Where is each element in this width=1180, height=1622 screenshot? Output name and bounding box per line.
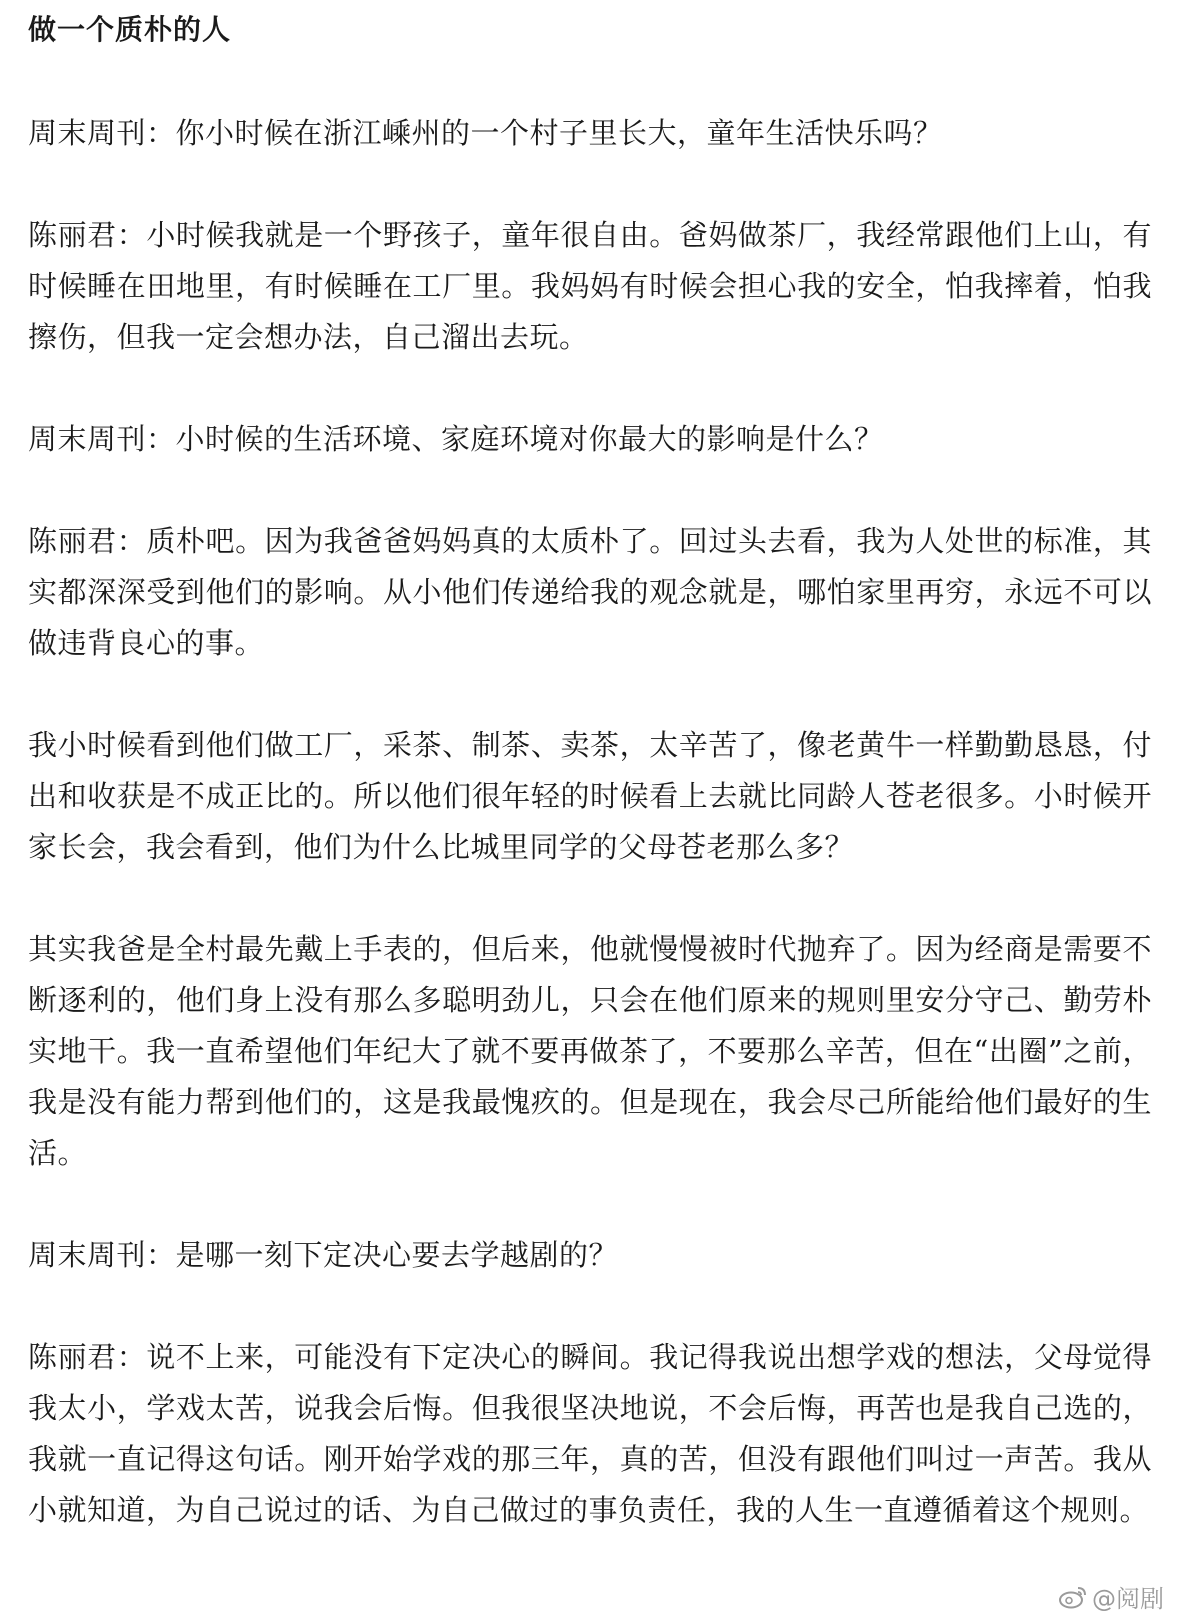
paragraph-answer-1: 陈丽君：小时候我就是一个野孩子，童年很自由。爸妈做茶厂，我经常跟他们上山，有时候睡在田地里，有时候睡在工厂里。我妈妈有时候会担心我的安全，怕我摔着，怕我擦伤，但我一定会想办法，自己溜出去玩。 bbox=[28, 218, 1152, 354]
article bbox=[28, 0, 1152, 1536]
paragraph-answer-2: 陈丽君：质朴吧。因为我爸爸妈妈真的太质朴了。回过头去看，我为人处世的标准，其实都深深受到他们的影响。从小他们传递给我的观念就是，哪怕家里再穷，永远不可以做违背良心的事。 bbox=[28, 524, 1152, 660]
watermark bbox=[1058, 1579, 1164, 1614]
paragraph-answer-3: 陈丽君：说不上来，可能没有下定决心的瞬间。我记得我说出想学戏的想法，父母觉得我太小，学戏太苦，说我会后悔。但我很坚决地说，不会后悔，再苦也是我自己选的，我就一直记得这句话。刚开始学戏的那三年，真的苦，但没有跟他们叫过一声苦。我从小就知道，为自己说过的话、为自己做过的事负责任，我的人生一直遵循着这个规则。 bbox=[28, 1340, 1152, 1527]
paragraph-answer-2c: 其实我爸是全村最先戴上手表的，但后来，他就慢慢被时代抛弃了。因为经商是需要不断逐利的，他们身上没有那么多聪明劲儿，只会在他们原来的规则里安分守己、勤劳朴实地干。我一直希望他们年纪大了就不要再做茶了，不要那么辛苦，但在“出圈”之前，我是没有能力帮到他们的，这是我最愧疚的。但是现在，我会尽己所能给他们最好的生活。 bbox=[28, 932, 1152, 1170]
paragraph-question-1: 周末周刊：你小时候在浙江嵊州的一个村子里长大，童年生活快乐吗？ bbox=[28, 116, 943, 150]
paragraph-answer-2b: 我小时候看到他们做工厂，采茶、制茶、卖茶，太辛苦了，像老黄牛一样勤勤恳恳，付出和收获是不成正比的。所以他们很年轻的时候看上去就比同龄人苍老很多。小时候开家长会，我会看到，他们为什么比城里同学的父母苍老那么多？ bbox=[28, 728, 1152, 864]
paragraph-question-3: 周末周刊：是哪一刻下定决心要去学越剧的？ bbox=[28, 1238, 619, 1272]
weibo-icon bbox=[1058, 1585, 1088, 1609]
watermark-text: @阅剧 bbox=[1092, 1585, 1164, 1613]
article-title: 做一个质朴的人 bbox=[28, 13, 232, 46]
paragraph-question-2: 周末周刊：小时候的生活环境、家庭环境对你最大的影响是什么？ bbox=[28, 422, 884, 456]
